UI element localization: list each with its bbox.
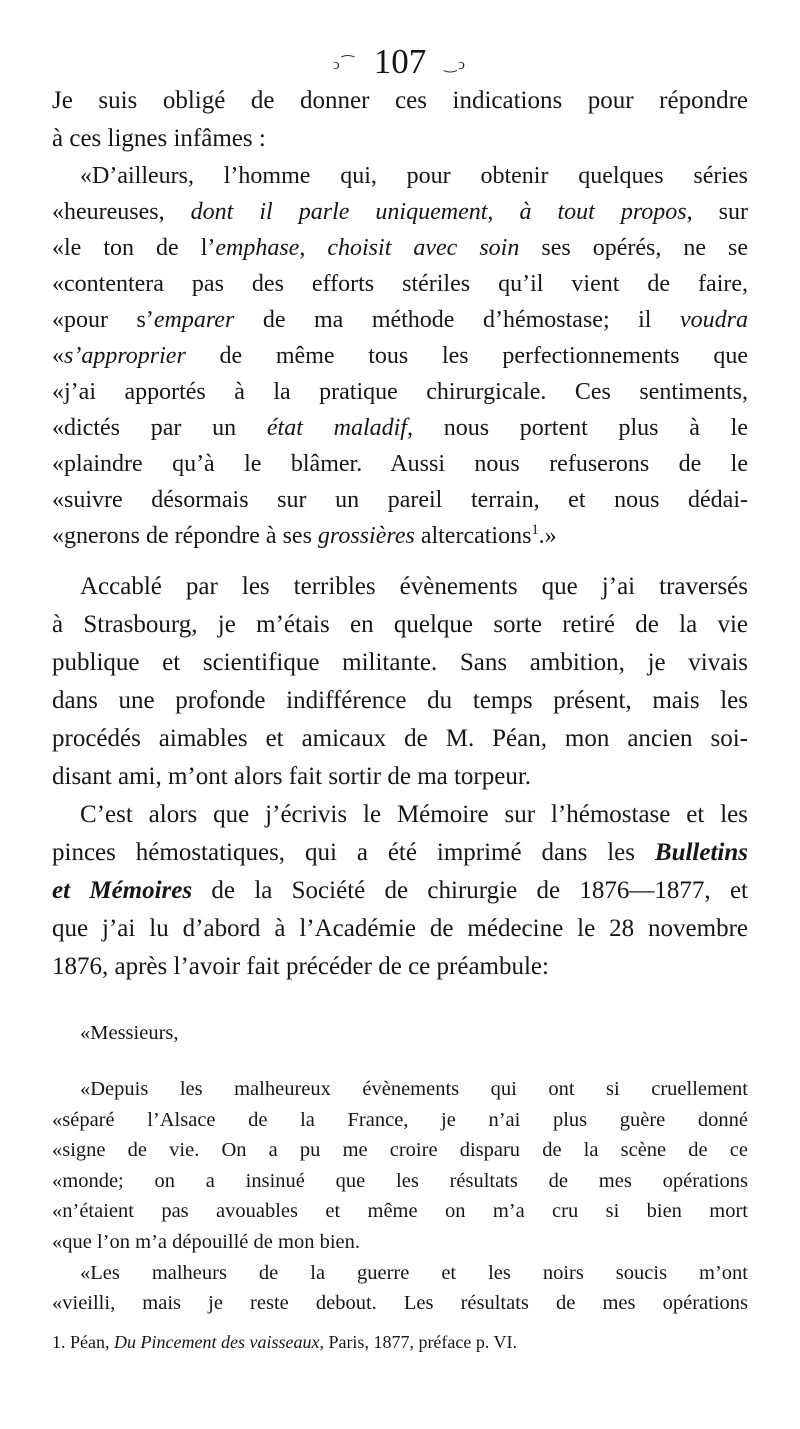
text-line: «pour s’emparer de ma méthode d’hémostase; il voudra <box>52 307 748 333</box>
text-line: procédés aimables et amicaux de M. Péan, mon ancien soi- <box>52 725 748 752</box>
text-line: et Mémoires de la Société de chirurgie de 1876—1877, et <box>52 877 748 904</box>
salutation-block <box>0 1018 800 1049</box>
page-header <box>0 42 800 85</box>
text-line: que j’ai lu d’abord à l’Académie de médecine le 28 novembre <box>52 915 748 942</box>
text-line: «plaindre qu’à le blâmer. Aussi nous refuserons de le <box>52 451 748 477</box>
text-line: Je suis obligé de donner ces indications pour répondre <box>52 87 748 114</box>
quoted-speech <box>0 1074 800 1319</box>
page-number: 107 <box>373 42 427 81</box>
text-line: à ces lignes infâmes : <box>52 125 266 152</box>
text-line: «D’ailleurs, l’homme qui, pour obtenir quelques séries <box>80 163 748 189</box>
text-line: publique et scientifique militante. Sans ambition, je vivais <box>52 649 748 676</box>
paragraph-memoire <box>0 796 800 986</box>
ornament-left-icon: ↄ⁀ <box>333 56 356 73</box>
text-line: «monde; on a insinué que les résultats de mes opérations <box>52 1169 748 1192</box>
text-line: dans une profonde indifférence du temps présent, mais les <box>52 687 748 714</box>
text-line: «n’étaient pas avouables et même on m’a cru si bien mort <box>52 1200 748 1223</box>
text-line: «gnerons de répondre à ses grossières altercations$^1$.» <box>52 522 557 549</box>
ornament-right-icon: ‿ↄ <box>444 56 467 73</box>
text-line: «j’ai apportés à la pratique chirurgicale. Ces sentiments, <box>52 379 748 405</box>
text-line: 1876, après l’avoir fait précéder de ce préambule: <box>52 953 549 980</box>
text-line: «le ton de l’emphase, choisit avec soin ses opérés, ne se <box>52 235 748 261</box>
text-line: «heureuses, dont il parle uniquement, à tout propos, sur <box>52 199 748 225</box>
salutation: «Messieurs, <box>80 1022 179 1044</box>
text-line: à Strasbourg, je m’étais en quelque sorte retiré de la vie <box>52 611 748 638</box>
text-line: pinces hémostatiques, qui a été imprimé dans les Bulletins <box>52 839 748 866</box>
text-line: Accablé par les terribles évènements que j’ai traversés <box>80 573 748 600</box>
footnote-text: 1. Péan, Du Pincement des vaisseaux, Paris, 1877, préface p. VI. <box>52 1332 518 1352</box>
text-line: «vieilli, mais je reste debout. Les résultats de mes opérations <box>52 1292 748 1315</box>
text-line: «suivre désormais sur un pareil terrain, et nous dédai- <box>52 487 748 513</box>
text-line: C’est alors que j’écrivis le Mémoire sur l’hémostase et les <box>80 801 748 828</box>
intro-paragraph <box>0 82 800 158</box>
text-line: «séparé l’Alsace de la France, je n’ai plus guère donné <box>52 1108 748 1131</box>
text-line: «dictés par un état maladif, nous portent plus à le <box>52 415 748 441</box>
text-line: «signe de vie. On a pu me croire disparu de la scène de ce <box>52 1139 748 1162</box>
text-line: «Depuis les malheureux évènements qui ont si cruellement <box>80 1078 748 1100</box>
quoted-passage <box>0 158 800 554</box>
text-line: disant ami, m’ont alors fait sortir de ma torpeur. <box>52 763 532 790</box>
text-line: «Les malheurs de la guerre et les noirs soucis m’ont <box>80 1261 748 1284</box>
footnote <box>0 1329 800 1355</box>
paragraph-strasbourg <box>0 568 800 796</box>
text-line: «contentera pas des efforts stériles qu’il vient de faire, <box>52 271 748 297</box>
text-line: «s’approprier de même tous les perfectionnements que <box>52 343 748 369</box>
text-line: «que l’on m’a dépouillé de mon bien. <box>52 1230 360 1253</box>
footnote-marker: 1 <box>531 522 539 538</box>
